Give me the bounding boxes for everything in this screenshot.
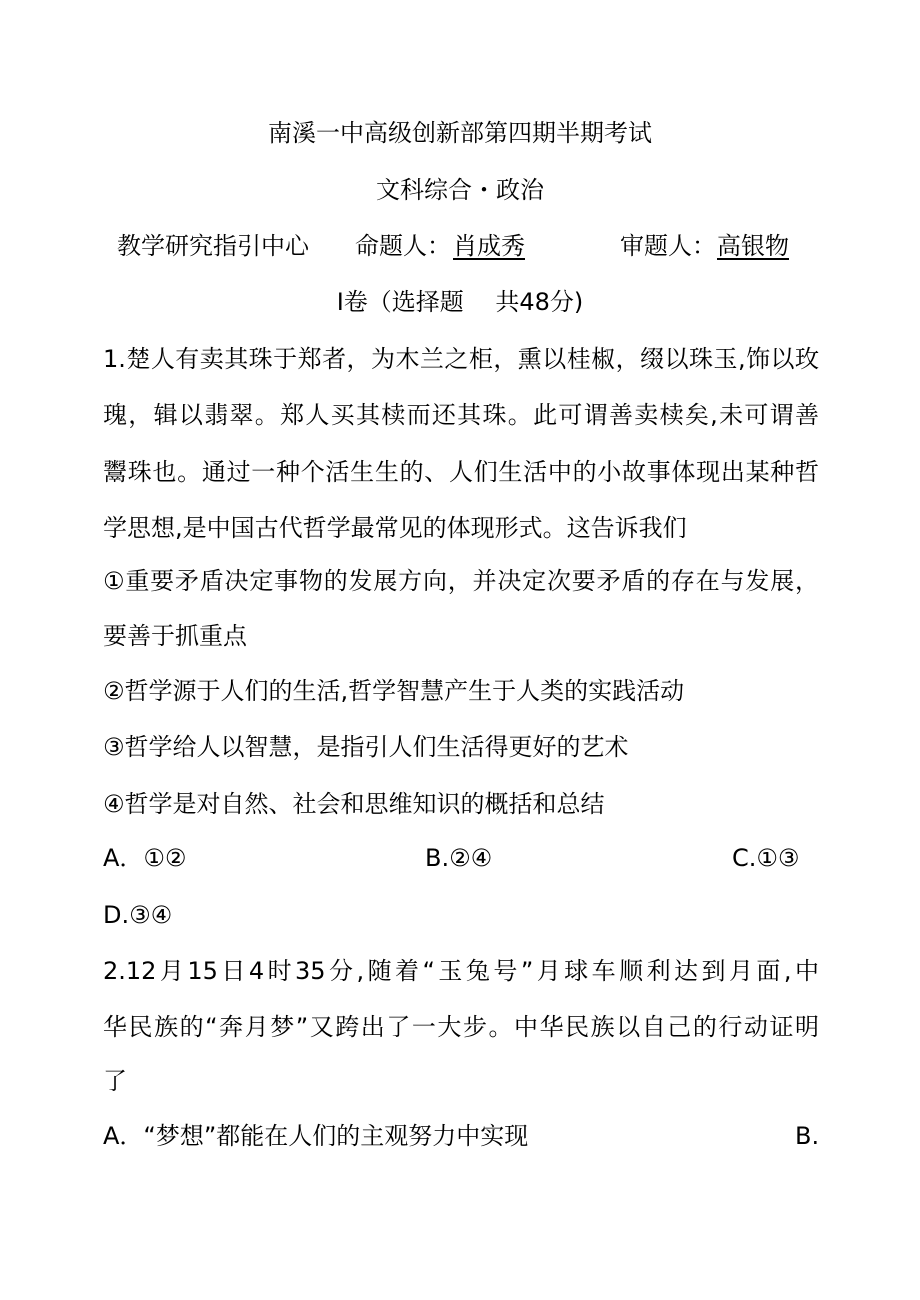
question-1-line: 鬻珠也。通过一种个活生生的、人们生活中的小故事体现出某种哲 bbox=[103, 458, 819, 486]
question-2-line: 2.12月15日4时35分,随着“玉兔号”月球车顺利达到月面,中 bbox=[103, 957, 819, 985]
exam-subtitle: 文科综合・政治 bbox=[376, 176, 544, 204]
q1-option-d: D.③④ bbox=[103, 901, 173, 929]
statement-1: ①重要矛盾决定事物的发展方向，并决定次要矛盾的存在与发展， bbox=[103, 567, 819, 595]
question-1-line: 瑰，辑以翡翠。郑人买其椟而还其珠。此可谓善卖椟矣,未可谓善 bbox=[103, 401, 819, 429]
setter-label: 命题人： bbox=[355, 232, 451, 260]
exam-meta bbox=[0, 231, 920, 261]
question-2-line: 华民族的“奔月梦”又跨出了一大步。中华民族以自己的行动证明 bbox=[103, 1013, 819, 1041]
statement-2: ②哲学源于人们的生活,哲学智慧产生于人类的实践活动 bbox=[103, 677, 685, 705]
question-2-line: 了 bbox=[103, 1067, 127, 1095]
q2-option-a: A．“梦想”都能在人们的主观努力中实现 bbox=[103, 1122, 529, 1150]
q1-option-a: A．①② bbox=[103, 844, 187, 872]
exam-title: 南溪一中高级创新部第四期半期考试 bbox=[268, 119, 652, 147]
section-heading: Ⅰ卷（选择题 共48分) bbox=[336, 288, 584, 316]
reviewer-label: 审题人： bbox=[620, 232, 716, 260]
setter-name: 肖成秀 bbox=[453, 232, 525, 260]
q1-option-c: C.①③ bbox=[732, 844, 800, 872]
q2-option-b: B. bbox=[795, 1122, 820, 1150]
statement-1-cont: 要善于抓重点 bbox=[103, 622, 247, 650]
reviewer-name: 高银物 bbox=[717, 232, 789, 260]
statement-4: ④哲学是对自然、社会和思维知识的概括和总结 bbox=[103, 790, 605, 818]
q1-option-b: B.②④ bbox=[425, 844, 493, 872]
question-1-line: 1.楚人有卖其珠于郑者，为木兰之柜，熏以桂椒，缀以珠玉,饰以玫 bbox=[103, 345, 819, 373]
issuing-center: 教学研究指引中心 bbox=[117, 232, 309, 260]
question-1-line: 学思想,是中国古代哲学最常见的体现形式。这告诉我们 bbox=[103, 514, 687, 542]
statement-3: ③哲学给人以智慧，是指引人们生活得更好的艺术 bbox=[103, 733, 629, 761]
